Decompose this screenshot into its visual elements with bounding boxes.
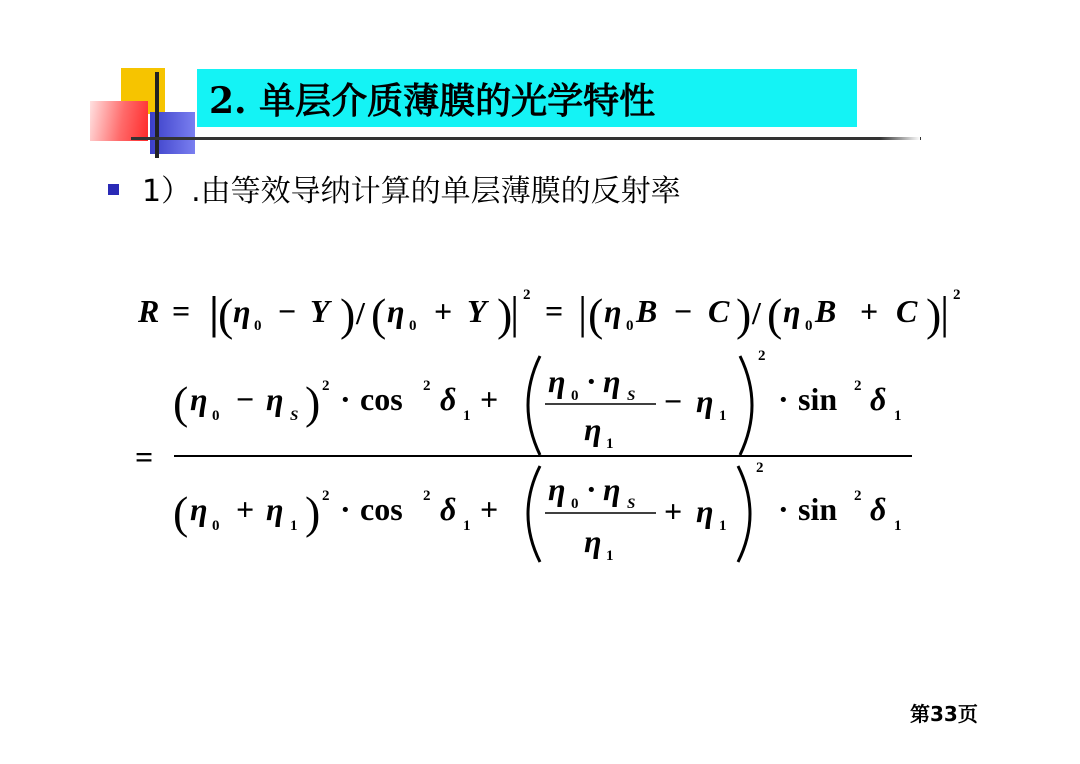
svg-text:η: η bbox=[584, 523, 602, 559]
svg-text:(: ( bbox=[767, 289, 783, 340]
svg-text:η: η bbox=[548, 363, 566, 399]
svg-text:2: 2 bbox=[322, 378, 330, 394]
svg-text:η: η bbox=[603, 471, 621, 507]
svg-text:δ: δ bbox=[440, 491, 457, 527]
svg-text:η: η bbox=[604, 293, 622, 329]
svg-text:2: 2 bbox=[423, 378, 431, 394]
svg-text:sin: sin bbox=[798, 491, 838, 527]
svg-text:η: η bbox=[190, 491, 208, 527]
svg-text:R: R bbox=[138, 293, 160, 329]
svg-text:·: · bbox=[778, 381, 789, 417]
svg-text:η: η bbox=[190, 381, 208, 417]
svg-text:S: S bbox=[627, 496, 636, 512]
svg-text:=: = bbox=[172, 293, 191, 329]
svg-text:η: η bbox=[603, 363, 621, 399]
svg-text:+: + bbox=[860, 293, 879, 329]
svg-text:0: 0 bbox=[626, 318, 634, 334]
svg-text:η: η bbox=[783, 293, 801, 329]
svg-text:0: 0 bbox=[254, 318, 262, 334]
svg-text:0: 0 bbox=[571, 388, 579, 404]
svg-text:+: + bbox=[236, 491, 255, 527]
svg-text:cos: cos bbox=[360, 491, 403, 527]
svg-text:1: 1 bbox=[719, 408, 727, 424]
svg-text:δ: δ bbox=[440, 381, 457, 417]
svg-text:0: 0 bbox=[409, 318, 417, 334]
svg-text:δ: δ bbox=[870, 491, 887, 527]
svg-text:(: ( bbox=[173, 487, 189, 538]
svg-text:1: 1 bbox=[606, 548, 614, 564]
svg-text:2: 2 bbox=[756, 460, 764, 476]
subheading: 1）.由等效导纳计算的单层薄膜的反射率 bbox=[142, 174, 681, 209]
svg-text:|: | bbox=[940, 287, 950, 338]
svg-text:S: S bbox=[290, 408, 299, 424]
svg-text:|: | bbox=[510, 287, 520, 338]
svg-text:η: η bbox=[266, 491, 284, 527]
svg-text:cos: cos bbox=[360, 381, 403, 417]
svg-text:1: 1 bbox=[463, 518, 471, 534]
svg-text:|: | bbox=[578, 287, 588, 338]
svg-text:η: η bbox=[387, 293, 405, 329]
svg-text:·: · bbox=[340, 491, 351, 527]
svg-text:S: S bbox=[627, 388, 636, 404]
svg-text:2: 2 bbox=[953, 287, 961, 303]
formula-line-1 bbox=[137, 287, 961, 340]
formula-equals: = bbox=[135, 439, 154, 475]
svg-text:0: 0 bbox=[212, 408, 220, 424]
svg-text:): ) bbox=[305, 377, 321, 428]
svg-text:·: · bbox=[586, 363, 597, 399]
svg-text:): ) bbox=[340, 289, 356, 340]
svg-text:(: ( bbox=[588, 289, 604, 340]
svg-text:1: 1 bbox=[463, 408, 471, 424]
svg-text:|: | bbox=[208, 287, 220, 338]
svg-text:): ) bbox=[497, 289, 513, 340]
formula-numerator bbox=[173, 348, 902, 455]
svg-text:C: C bbox=[896, 293, 918, 329]
svg-text:(: ( bbox=[173, 377, 189, 428]
svg-text:): ) bbox=[736, 289, 752, 340]
svg-text:+: + bbox=[434, 293, 453, 329]
svg-text:1: 1 bbox=[894, 518, 902, 534]
svg-text:−: − bbox=[236, 381, 255, 417]
svg-text:η: η bbox=[233, 293, 251, 329]
svg-text:C: C bbox=[708, 293, 730, 329]
svg-text:η: η bbox=[696, 493, 714, 529]
svg-text:/: / bbox=[356, 295, 365, 331]
svg-text:2: 2 bbox=[322, 488, 330, 504]
svg-text:=: = bbox=[545, 293, 564, 329]
svg-text:B: B bbox=[815, 293, 837, 329]
svg-text:η: η bbox=[548, 471, 566, 507]
svg-text:δ: δ bbox=[870, 381, 887, 417]
svg-text:(: ( bbox=[218, 289, 234, 340]
svg-text:Y: Y bbox=[310, 293, 330, 329]
svg-text:2: 2 bbox=[854, 488, 862, 504]
svg-text:2: 2 bbox=[758, 348, 766, 364]
svg-text:1: 1 bbox=[606, 436, 614, 452]
slide-title: 2. 单层介质薄膜的光学特性 bbox=[209, 79, 656, 122]
svg-text:·: · bbox=[778, 491, 789, 527]
svg-text:·: · bbox=[340, 381, 351, 417]
svg-text:1: 1 bbox=[894, 408, 902, 424]
svg-text:−: − bbox=[674, 293, 693, 329]
svg-text:−: − bbox=[278, 293, 297, 329]
svg-text:/: / bbox=[752, 295, 761, 331]
svg-text:(: ( bbox=[371, 289, 387, 340]
svg-text:): ) bbox=[305, 487, 321, 538]
svg-text:Y: Y bbox=[467, 293, 487, 329]
svg-text:0: 0 bbox=[212, 518, 220, 534]
svg-text:−: − bbox=[664, 383, 683, 419]
svg-text:): ) bbox=[926, 289, 942, 340]
svg-text:2: 2 bbox=[854, 378, 862, 394]
svg-text:η: η bbox=[584, 411, 602, 447]
svg-text:+: + bbox=[480, 491, 499, 527]
page-number: 第33页 bbox=[910, 702, 978, 726]
svg-text:1: 1 bbox=[290, 518, 298, 534]
svg-text:η: η bbox=[696, 383, 714, 419]
svg-text:B: B bbox=[636, 293, 658, 329]
svg-text:2: 2 bbox=[523, 287, 531, 303]
svg-text:η: η bbox=[266, 381, 284, 417]
svg-text:0: 0 bbox=[571, 496, 579, 512]
svg-text:+: + bbox=[480, 381, 499, 417]
svg-text:+: + bbox=[664, 493, 683, 529]
svg-text:0: 0 bbox=[805, 318, 813, 334]
svg-text:1: 1 bbox=[719, 518, 727, 534]
svg-text:·: · bbox=[586, 471, 597, 507]
formula-denominator bbox=[173, 460, 902, 564]
svg-text:sin: sin bbox=[798, 381, 838, 417]
svg-text:2: 2 bbox=[423, 488, 431, 504]
